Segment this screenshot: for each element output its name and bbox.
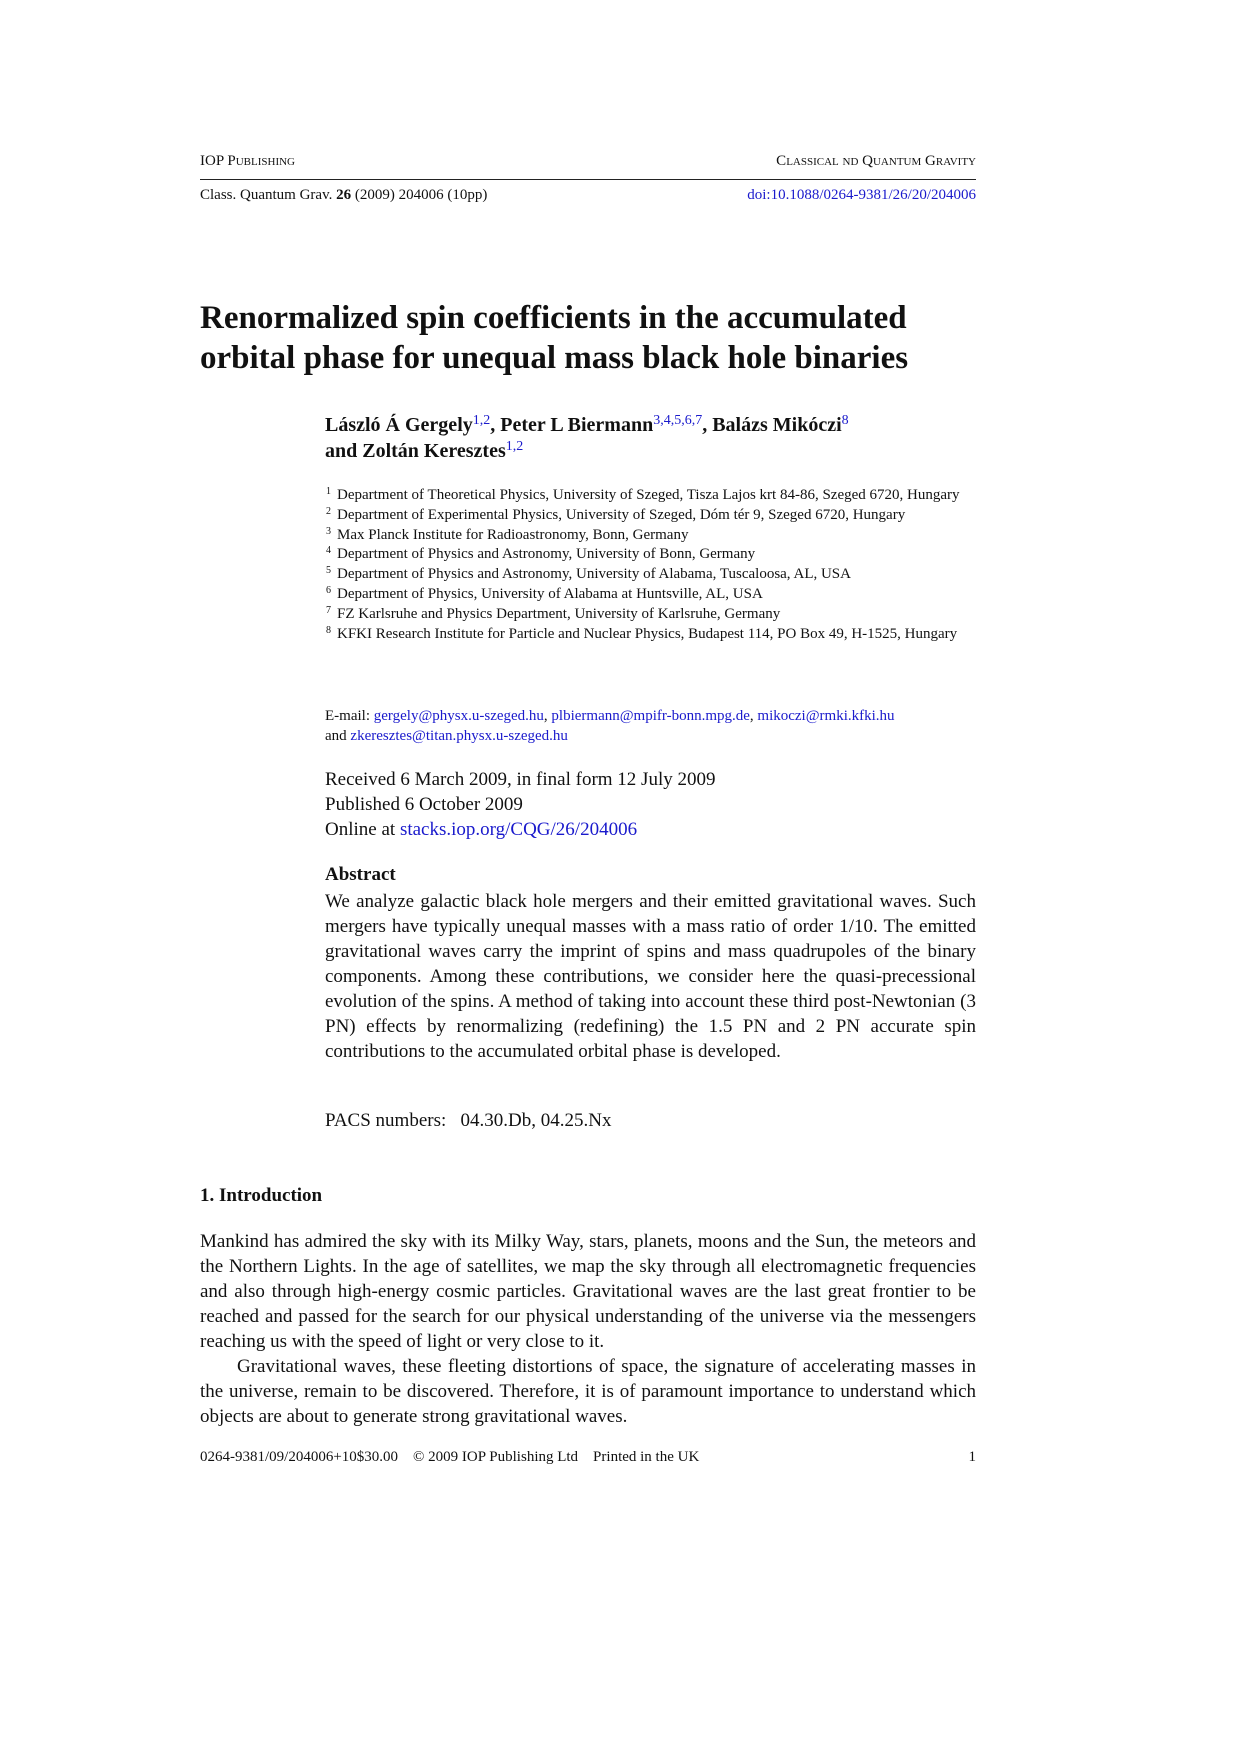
email-link[interactable]: plbiermann@mpifr-bonn.mpg.de (551, 708, 750, 724)
author-name: Balázs Mikóczi (712, 414, 842, 436)
section-heading: 1. Introduction (200, 1185, 323, 1206)
author-affiliation-link[interactable]: 8 (841, 413, 849, 428)
author-line-1: László Á Gergely$^{1,2}$, Peter L Biermann$^{3,4,5,6,7}$, Balázs Mikóczi$^8$ (325, 413, 849, 436)
author-name: and Zoltán Keresztes (325, 440, 506, 462)
affiliation-item: $^3$ Max Planck Institute for Radioastronomy, Bonn, Germany (326, 525, 689, 543)
section-body (200, 1229, 976, 1429)
received-date: Received 6 March 2009, in final form 12 July 2009 (325, 769, 716, 790)
affiliation-item: $^4$ Department of Physics and Astronomy, University of Bonn, Germany (326, 545, 756, 563)
title-line-1: Renormalized spin coefficients in the accumulated (200, 300, 907, 336)
published-date: Published 6 October 2009 (325, 794, 523, 815)
email-label: E-mail: (325, 708, 374, 724)
author-list (325, 412, 985, 464)
publisher-name: IOP Publishing (200, 153, 295, 169)
paper-title (200, 298, 980, 378)
doi-link[interactable]: doi:10.1088/0264-9381/26/20/204006 (747, 187, 976, 203)
abstract-heading: Abstract (325, 864, 396, 885)
affiliation-item: $^8$ KFKI Research Institute for Particle and Nuclear Physics, Budapest 114, PO Box 49, H-1525, Hungary (326, 624, 958, 642)
affiliation-item: $^7$ FZ Karlsruhe and Physics Department, University of Karlsruhe, Germany (326, 604, 781, 622)
author-line-2 (325, 438, 985, 464)
author-affiliation-link[interactable]: 3,4,5,6,7 (653, 413, 703, 428)
pacs-numbers: PACS numbers: 04.30.Db, 04.25.Nx (325, 1110, 612, 1131)
title-line-2: orbital phase for unequal mass black hole binaries (200, 340, 909, 376)
affiliation-item: $^5$ Department of Physics and Astronomy, University of Alabama, Tuscaloosa, AL, USA (326, 565, 851, 583)
journal-name: Classical nd Quantum Gravity (776, 153, 976, 169)
email-link[interactable]: mikoczi@rmki.kfki.hu (757, 708, 895, 724)
email-link[interactable]: zkeresztes@titan.physx.u-szeged.hu (350, 728, 568, 744)
email-block: E-mail: gergely@physx.u-szeged.hu, plbiermann@mpifr-bonn.mpg.de, mikoczi@rmki.kfki.hu and zkeresztes@titan.physx.u-szeged.hu (325, 708, 895, 744)
affiliation-item: $^6$ Department of Physics, University of Alabama at Huntsville, AL, USA (326, 584, 763, 602)
author-name: László Á Gergely (325, 414, 473, 436)
online-at: Online at stacks.iop.org/CQG/26/204006 (325, 819, 638, 840)
page-number: 1 (968, 1449, 976, 1465)
citation: Class. Quantum Grav. 26 (2009) 204006 (10pp) (200, 187, 488, 203)
online-link[interactable]: stacks.iop.org/CQG/26/204006 (399, 819, 638, 840)
author-name: Peter L Biermann (500, 414, 654, 436)
header-rule (200, 179, 976, 180)
author-affiliation-link[interactable]: 1,2 (472, 413, 491, 428)
paragraph: Gravitational waves, these fleeting distortions of space, the signature of accelerating masses in the universe, remain to be discovered. Therefore, it is of paramount importance to understand which objects are about to generate strong gravitational waves. (200, 1356, 976, 1427)
author-affiliation-link[interactable]: 1,2 (505, 439, 524, 454)
affiliation-item: $^2$ Department of Experimental Physics, University of Szeged, Dóm tér 9, Szeged 6720, Hungary (326, 505, 906, 523)
email-link[interactable]: gergely@physx.u-szeged.hu (373, 708, 544, 724)
paragraph: Mankind has admired the sky with its Milky Way, stars, planets, moons and the Sun, the meteors and the Northern Lights. In the age of satellites, we map the sky through all electromagnetic frequencies and also through high-energy cosmic particles. Gravitational waves are the last great frontier to be reached and passed for the search for our physical understanding of the universe via the messengers reaching us with the speed of light or very close to it. (200, 1231, 976, 1352)
affiliation-list (325, 486, 977, 644)
affiliation-item: $^1$ Department of Theoretical Physics, University of Szeged, Tisza Lajos krt 84-86, Szeged 6720, Hungary (326, 486, 960, 503)
publication-dates (325, 767, 977, 842)
abstract-text: We analyze galactic black hole mergers and their emitted gravitational waves. Such mergers have typically unequal masses with a mass ratio of order 1/10. The emitted gravitational waves carry the imprint of spins and mass quadrupoles of the binary components. Among these contributions, we consider here the quasi-precessional evolution of the spins. A method of taking into account these third post-Newtonian (3 PN) effects by renormalizing (redefining) the 1.5 PN and 2 PN accurate spin contributions to the accumulated orbital phase is developed. (325, 891, 976, 1062)
footer-copyright: 0264-9381/09/204006+10$30.00 © 2009 IOP Publishing Ltd Printed in the UK (200, 1449, 700, 1465)
